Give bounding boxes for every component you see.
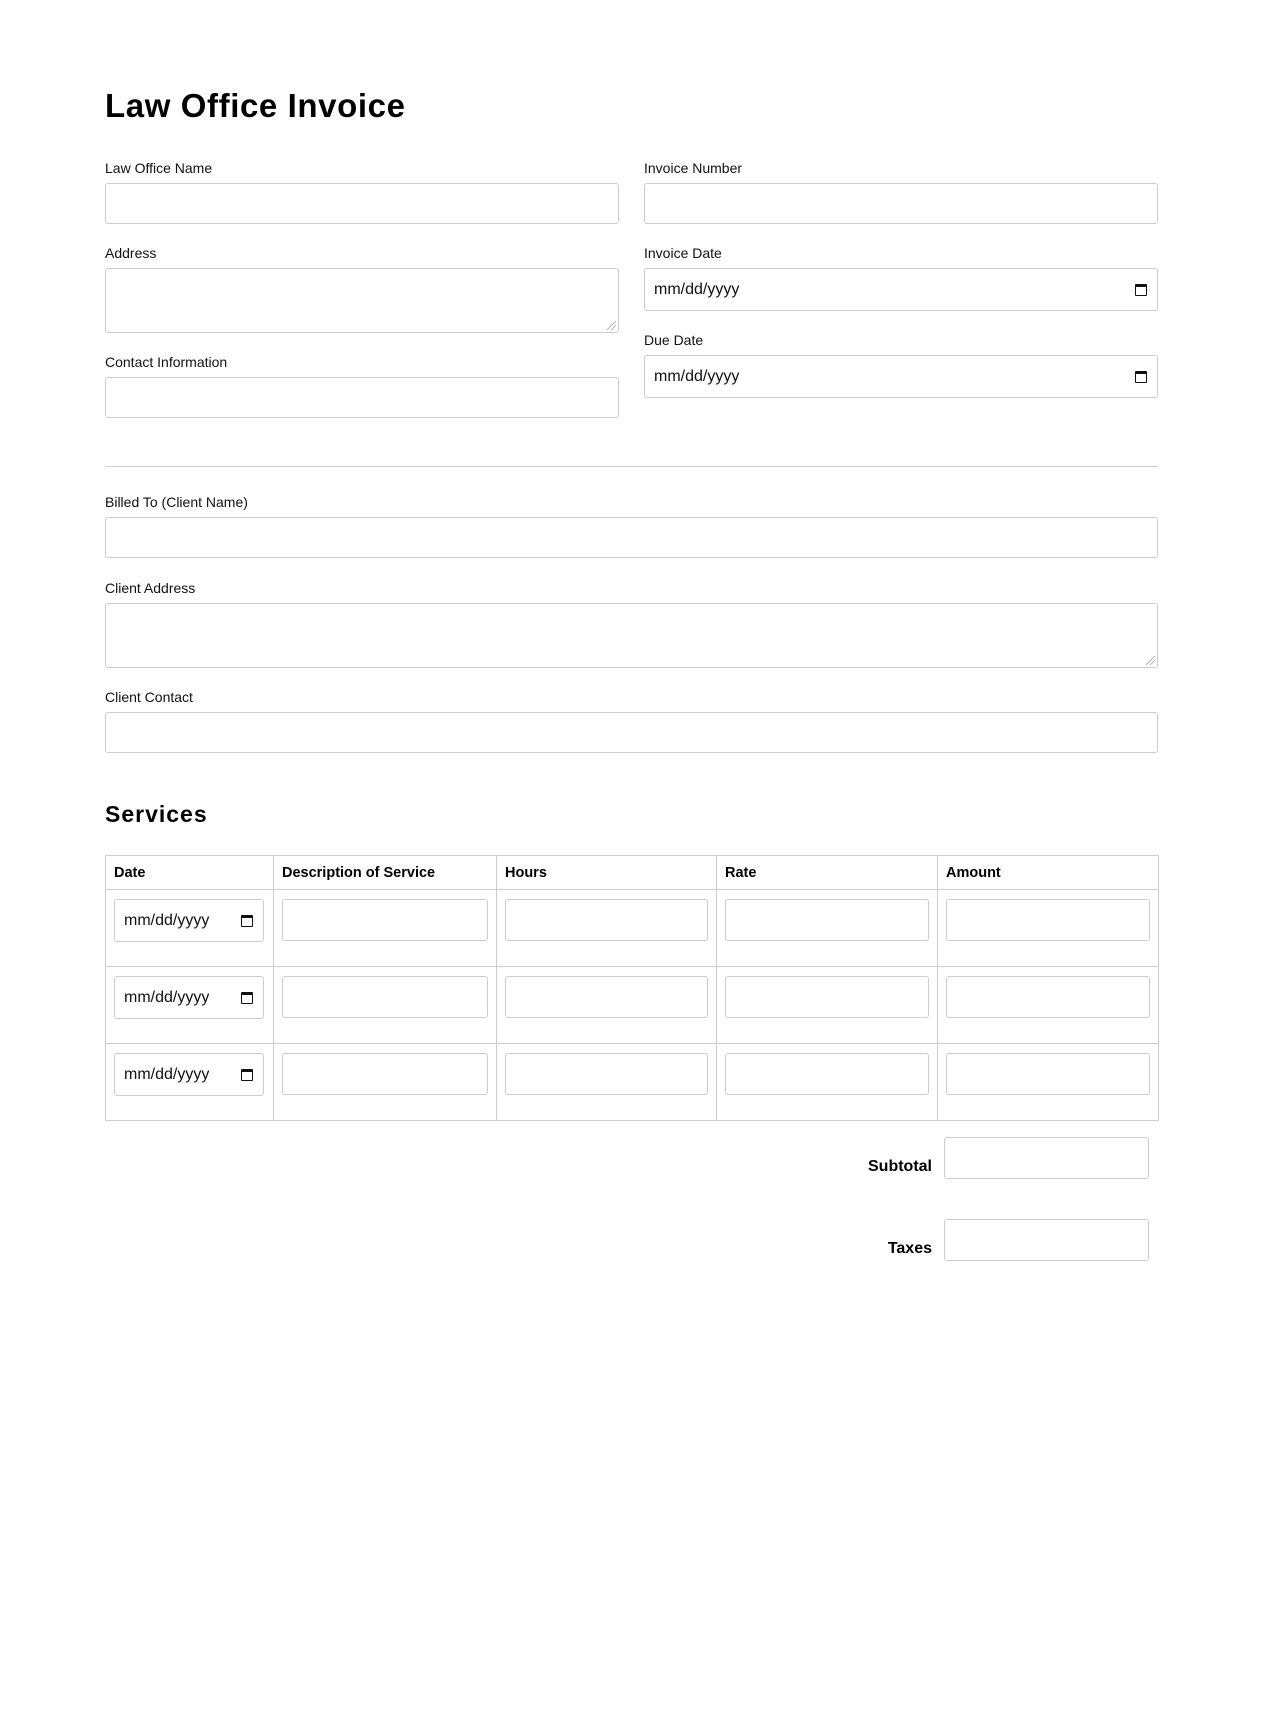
rate-input[interactable]: [725, 899, 929, 941]
rate-cell: [717, 890, 938, 967]
billed-to-input[interactable]: [105, 517, 1158, 558]
description-input[interactable]: [282, 899, 488, 941]
column-header-rate: Rate: [717, 856, 938, 890]
due-date-placeholder: mm/dd/yyyy: [654, 367, 740, 385]
table-header-row: [106, 856, 1159, 890]
billed-to-label: Billed To (Client Name): [105, 494, 248, 510]
column-header-date: Date: [106, 856, 274, 890]
amount-input[interactable]: [946, 1053, 1150, 1095]
client-address-label: Client Address: [105, 580, 196, 596]
billed-to-field: [105, 494, 1158, 558]
column-header-description: Description of Service: [274, 856, 497, 890]
amount-cell: [938, 967, 1159, 1044]
hours-input[interactable]: [505, 899, 708, 941]
table-row: [106, 967, 1159, 1044]
address-label: Address: [105, 245, 157, 261]
resize-grip-icon[interactable]: [607, 321, 616, 330]
subtotal-label: Subtotal: [868, 1158, 932, 1175]
table-row: [106, 1044, 1159, 1121]
law-office-name-field: [105, 160, 619, 224]
law-office-name-label: Law Office Name: [105, 160, 213, 176]
column-header-hours: Hours: [497, 856, 717, 890]
rate-input[interactable]: [725, 1053, 929, 1095]
date-cell: [106, 1044, 274, 1121]
hours-input[interactable]: [505, 976, 708, 1018]
subtotal-input[interactable]: [944, 1137, 1149, 1179]
page-title: Law Office Invoice: [105, 87, 406, 124]
amount-cell: [938, 1044, 1159, 1121]
invoice-date-input[interactable]: [644, 268, 1158, 311]
description-cell: [274, 1044, 497, 1121]
date-cell: [106, 967, 274, 1044]
client-address-field: [105, 580, 1158, 668]
contact-information-field: [105, 354, 619, 418]
amount-input[interactable]: [946, 976, 1150, 1018]
taxes-label: Taxes: [887, 1240, 932, 1257]
client-contact-label: Client Contact: [105, 689, 193, 705]
law-office-name-input[interactable]: [105, 183, 619, 224]
table-row: [106, 890, 1159, 967]
calendar-icon[interactable]: [241, 915, 253, 927]
service-date-placeholder: mm/dd/yyyy: [124, 911, 210, 929]
date-cell: [106, 890, 274, 967]
service-date-placeholder: mm/dd/yyyy: [124, 1065, 210, 1083]
client-contact-input[interactable]: [105, 712, 1158, 753]
amount-input[interactable]: [946, 899, 1150, 941]
due-date-input[interactable]: [644, 355, 1158, 398]
invoice-number-input[interactable]: [644, 183, 1158, 224]
hours-cell: [497, 1044, 717, 1121]
services-table: [105, 855, 1159, 1121]
client-contact-field: [105, 689, 1158, 753]
resize-grip-icon[interactable]: [1146, 656, 1155, 665]
service-date-input[interactable]: [114, 976, 264, 1019]
invoice-date-label: Invoice Date: [644, 245, 722, 261]
contact-information-label: Contact Information: [105, 354, 228, 370]
hours-input[interactable]: [505, 1053, 708, 1095]
service-date-input[interactable]: [114, 899, 264, 942]
calendar-icon[interactable]: [241, 1069, 253, 1081]
address-field: [105, 245, 619, 333]
address-textarea[interactable]: [105, 268, 619, 333]
service-date-input[interactable]: [114, 1053, 264, 1096]
section-divider: [105, 466, 1158, 467]
subtotal-row: [105, 1137, 1158, 1179]
calendar-icon[interactable]: [1135, 284, 1147, 296]
hours-cell: [497, 967, 717, 1044]
column-header-amount: Amount: [938, 856, 1159, 890]
due-date-label: Due Date: [644, 332, 704, 348]
invoice-number-label: Invoice Number: [644, 160, 743, 176]
due-date-field: [644, 332, 1158, 398]
rate-input[interactable]: [725, 976, 929, 1018]
service-date-placeholder: mm/dd/yyyy: [124, 988, 210, 1006]
calendar-icon[interactable]: [241, 992, 253, 1004]
calendar-icon[interactable]: [1135, 371, 1147, 383]
description-cell: [274, 967, 497, 1044]
description-input[interactable]: [282, 1053, 488, 1095]
invoice-date-field: [644, 245, 1158, 311]
description-input[interactable]: [282, 976, 488, 1018]
invoice-date-placeholder: mm/dd/yyyy: [654, 280, 740, 298]
invoice-number-field: [644, 160, 1158, 224]
amount-cell: [938, 890, 1159, 967]
rate-cell: [717, 967, 938, 1044]
description-cell: [274, 890, 497, 967]
client-address-textarea[interactable]: [105, 603, 1158, 668]
hours-cell: [497, 890, 717, 967]
taxes-row: [105, 1219, 1158, 1261]
contact-information-input[interactable]: [105, 377, 619, 418]
services-heading: Services: [105, 801, 208, 827]
rate-cell: [717, 1044, 938, 1121]
taxes-input[interactable]: [944, 1219, 1149, 1261]
